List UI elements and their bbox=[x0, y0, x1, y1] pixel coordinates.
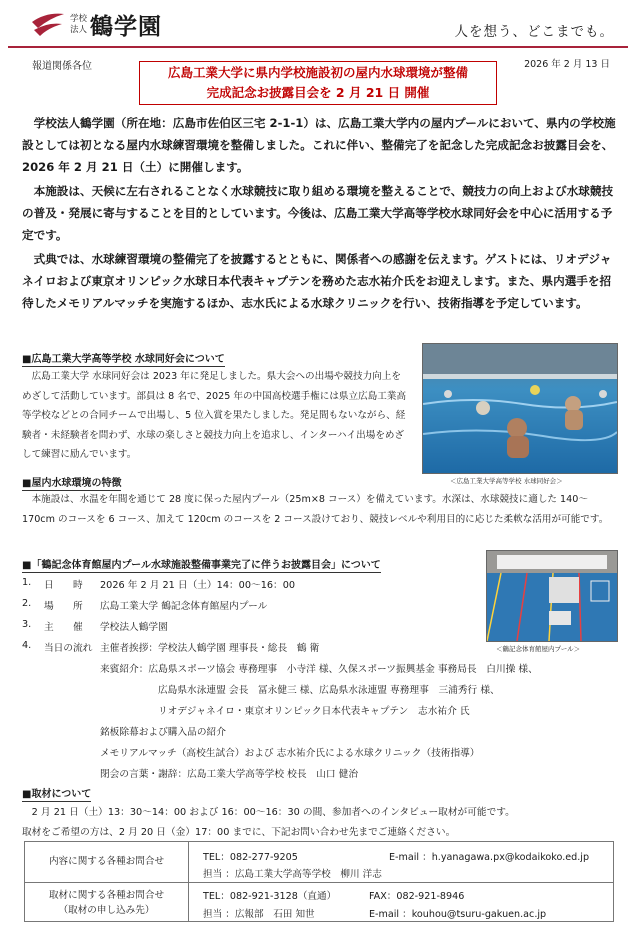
photo-indoor-pool bbox=[486, 550, 618, 642]
flow-memorial-match: メモリアルマッチ（高校生試合）および 志水祐介氏による水球クリニック（技術指導） bbox=[100, 748, 480, 759]
flow-plaque: 銘板除幕および購入品の紹介 bbox=[100, 727, 226, 738]
release-date: 2026 年 2 月 13 日 bbox=[524, 59, 610, 70]
contact-content-label: 内容に関する各種お問合せ bbox=[25, 842, 189, 882]
contact-content-email: E-mail ：h.yanagawa.px@kodaikoko.ed.jp bbox=[389, 852, 590, 863]
contact-press-email: E-mail ：kouhou@tsuru-gakuen.ac.jp bbox=[369, 909, 547, 920]
event-item-date: 1. 日 時 2026 年 2 月 21 日（土）14：00～16：00 bbox=[22, 577, 296, 591]
flow-closing: 閉会の言葉・謝辞：広島工業大学高等学校 校長 山口 健治 bbox=[100, 769, 359, 780]
contact-content-person: 担当 ：広島工業大学高等学校 柳川 洋志 bbox=[203, 869, 382, 880]
logo bbox=[30, 8, 162, 41]
indoor-pool-image bbox=[487, 551, 617, 641]
event-item-host: 3. 主 催 学校法人鶴学園 bbox=[22, 619, 168, 633]
section-heading-club: ■広島工業大学高等学校 水球同好会について bbox=[22, 350, 225, 367]
body-paragraph-1: 学校法人鶴学園（所在地：広島市佐伯区三宅 2-1-1）は、広島工業大学内の屋内プールにおいて、県内の学校施設としては初となる屋内水球練習環境を整備しました。これに伴い、整備完了を記念した完成記念お披露目会を、2026 年 2 月 21 日（土）に開催します。 bbox=[22, 116, 616, 175]
contact-content-tel: TEL：082-277-9205 bbox=[203, 852, 298, 863]
section-heading-coverage: ■取材について bbox=[22, 785, 91, 802]
section-heading-event: ■「鶴記念体育館屋内プール水球施設整備事業完了に伴うお披露目会」について bbox=[22, 556, 381, 573]
section-text-club: 広島工業大学 水球同好会は 2023 年に発足しました。県大会への出場や競技力向上をめざして活動しています。部員は 8 名で、2025 年の中国高校選手権には県立広島工業高等学校などとの合同チームで出場し、5 位入賞を果たしました。発足間もないながら、経験者・未経験者を問わず、水球の楽しさと競技力向上を追求し、インターハイ出場をめざして練習に励んでいます。 bbox=[22, 371, 407, 461]
tagline: 人を想う、どこまでも。 bbox=[454, 24, 614, 40]
logo-corporation-label: 学校 法人 bbox=[70, 13, 88, 35]
contact-content-details bbox=[189, 842, 613, 882]
coverage-time: 2 月 21 日（土）13：30～14：00 および 16：00～16：30 の間、参加者へのインタビュー取材が可能です。 bbox=[22, 807, 515, 818]
body-paragraph-3: 式典では、水球練習環境の整備完了を披露するとともに、関係者への感謝を伝えます。ゲストには、リオデジャネイロおよび東京オリンピック水球日本代表キャプテンを務めた志水祐介氏をお迎えします。また、県内選手を招待したメモリアルマッチを実施するほか、志水氏による水球クリニックを行い、技術指導を予定しています。 bbox=[22, 252, 612, 311]
coverage-deadline: 取材をご希望の方は、2 月 20 日（金）17：00 までに、下記お問い合わせ先までご連絡ください。 bbox=[22, 827, 456, 838]
recipient: 報道関係各位 bbox=[32, 61, 92, 72]
headline-line-1: 広島工業大学に県内学校施設初の屋内水球環境が整備 bbox=[167, 65, 468, 80]
event-item-place: 2. 場 所 広島工業大学 鶴記念体育館屋内プール bbox=[22, 598, 268, 612]
photo-water-polo-club bbox=[422, 343, 618, 474]
contact-press-details bbox=[189, 882, 613, 922]
photo-caption-club: ＜広島工業大学高等学校 水球同好会＞ bbox=[450, 477, 563, 485]
contact-press-label: 取材に関する各種お問合せ （取材の申し込み先） bbox=[25, 882, 189, 922]
contact-table bbox=[24, 841, 614, 922]
water-polo-image bbox=[423, 344, 617, 473]
crane-emblem-icon bbox=[30, 10, 66, 40]
flow-guests-2: 広島県水泳連盟 会長 冨永健三 様、広島県水泳連盟 専務理事 三浦秀行 様、 bbox=[158, 685, 500, 696]
photo-caption-pool: ＜鶴記念体育館屋内プール＞ bbox=[496, 645, 581, 653]
contact-press-tel: TEL：082-921-3128（直通） bbox=[203, 891, 337, 902]
flow-guests-3: リオデジャネイロ・東京オリンピック日本代表キャプテン 志水祐介 氏 bbox=[158, 706, 470, 717]
headline-line-2: 完成記念お披露目会を 2 月 21 日 開催 bbox=[206, 85, 430, 100]
section-heading-facility: ■屋内水球環境の特徴 bbox=[22, 474, 121, 491]
section-text-facility: 本施設は、水温を年間を通じて 28 度に保った屋内プール（25m×8 コース）を備えています。水深は、水球競技に適した 140～170cm のコースを 6 コース、加えて 120cm のコースを 2 コース設けており、競技レベルや利用目的に応じた柔軟な活用が可能です。 bbox=[22, 494, 609, 525]
header-divider bbox=[8, 46, 628, 48]
headline-box bbox=[139, 61, 497, 105]
flow-guests-1: 来賓紹介：広島県スポーツ協会 専務理事 小寺洋 様、久保スポーツ振興基金 事務局長 白川操 様、 bbox=[100, 664, 538, 675]
contact-press-fax: FAX：082-921-8946 bbox=[369, 891, 465, 902]
body-paragraph-2: 本施設は、天候に左右されることなく水球競技に取り組める環境を整えることで、競技力の向上および水球競技の普及・発展に寄与することを目的としています。今後は、広島工業大学高等学校水球同好会を中心に活用する予定です。 bbox=[22, 184, 614, 243]
contact-press-person: 担当 ：広報部 石田 知世 bbox=[203, 909, 315, 920]
logo-name: 鶴学園 bbox=[90, 13, 163, 40]
event-item-flow: 4. 当日の流れ 主催者挨拶：学校法人鶴学園 理事長・総長 鶴 衛 bbox=[22, 640, 320, 654]
